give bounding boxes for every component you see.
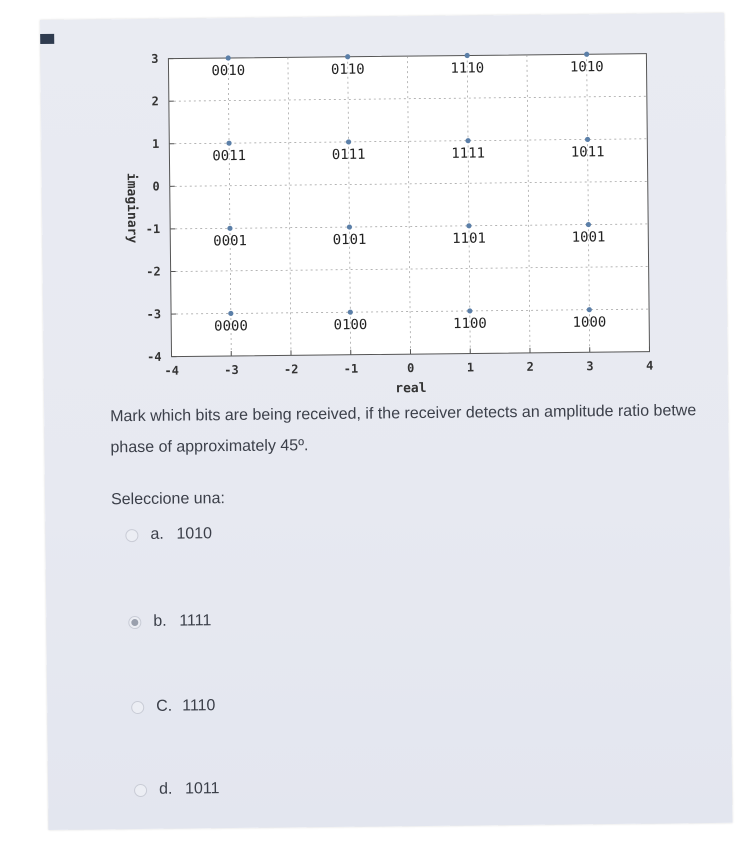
y-tick-label: -3 bbox=[146, 307, 162, 322]
option-c[interactable] bbox=[131, 697, 215, 716]
option-b[interactable] bbox=[128, 612, 211, 631]
point-label: 1001 bbox=[571, 229, 606, 246]
constellation-svg bbox=[98, 43, 682, 419]
x-tick-label: -4 bbox=[164, 363, 179, 378]
x-tick-label: 0 bbox=[406, 361, 415, 376]
option-letter-a: a. bbox=[150, 525, 164, 543]
question-text bbox=[110, 395, 732, 464]
point-label: 1011 bbox=[570, 144, 605, 161]
x-tick-label: 3 bbox=[586, 359, 594, 374]
question-line-1: Mark which bits are being received, if the receiver detects an amplitude ratio betwe bbox=[110, 402, 697, 426]
x-tick-label: 2 bbox=[526, 359, 534, 374]
option-letter-c: C. bbox=[156, 697, 173, 715]
option-value-b: 1111 bbox=[179, 612, 212, 630]
radio-icon-b-selected[interactable] bbox=[128, 615, 141, 628]
x-tick-label: -2 bbox=[283, 362, 299, 377]
option-letter-b: b. bbox=[153, 612, 167, 630]
window-corner-tab bbox=[40, 34, 54, 44]
point-label: 0000 bbox=[214, 318, 248, 335]
screenshot-screen bbox=[40, 13, 732, 830]
x-tick-label: 4 bbox=[645, 358, 654, 373]
option-value-a: 1010 bbox=[176, 525, 213, 543]
y-tick-label: 0 bbox=[152, 179, 160, 194]
y-tick-label: 2 bbox=[151, 94, 159, 109]
x-tick-label: 1 bbox=[466, 360, 475, 375]
y-tick-label: 3 bbox=[151, 51, 159, 66]
option-letter-d: d. bbox=[158, 780, 173, 798]
point-label: 0100 bbox=[333, 317, 368, 334]
constellation-chart bbox=[98, 43, 682, 419]
y-axis-label: imaginary bbox=[123, 172, 140, 244]
point-label: 1111 bbox=[451, 145, 486, 162]
question-line-2: phase of approximately 45º. bbox=[110, 437, 309, 457]
x-axis-label: real bbox=[395, 380, 427, 397]
point-label: 0001 bbox=[213, 233, 248, 250]
point-label: 1110 bbox=[450, 60, 485, 77]
option-value-d: 1011 bbox=[184, 780, 220, 798]
y-tick-label: -2 bbox=[146, 264, 161, 279]
point-label: 1010 bbox=[569, 59, 604, 76]
point-label: 1100 bbox=[453, 315, 487, 333]
point-label: 1000 bbox=[572, 314, 607, 331]
x-tick-label: -3 bbox=[224, 362, 239, 378]
radio-icon-d[interactable] bbox=[134, 783, 147, 796]
point-label: 0011 bbox=[212, 147, 247, 165]
select-one-prompt: Seleccione una: bbox=[110, 490, 225, 509]
option-d[interactable] bbox=[134, 780, 220, 799]
y-tick-label: 1 bbox=[151, 136, 160, 151]
point-label: 0101 bbox=[332, 231, 367, 249]
y-tick-label: -1 bbox=[145, 222, 161, 237]
radio-icon-a[interactable] bbox=[125, 528, 138, 541]
point-label: 0010 bbox=[211, 62, 246, 80]
point-label: 0111 bbox=[331, 146, 366, 164]
option-a[interactable] bbox=[125, 525, 212, 544]
point-label: 1101 bbox=[452, 230, 487, 247]
point-label: 0110 bbox=[330, 61, 365, 78]
plot-area bbox=[168, 54, 649, 357]
option-value-c: 1110 bbox=[182, 697, 216, 715]
y-tick-label: -4 bbox=[147, 349, 162, 364]
x-tick-label: -1 bbox=[343, 361, 359, 376]
radio-icon-c[interactable] bbox=[131, 700, 144, 713]
